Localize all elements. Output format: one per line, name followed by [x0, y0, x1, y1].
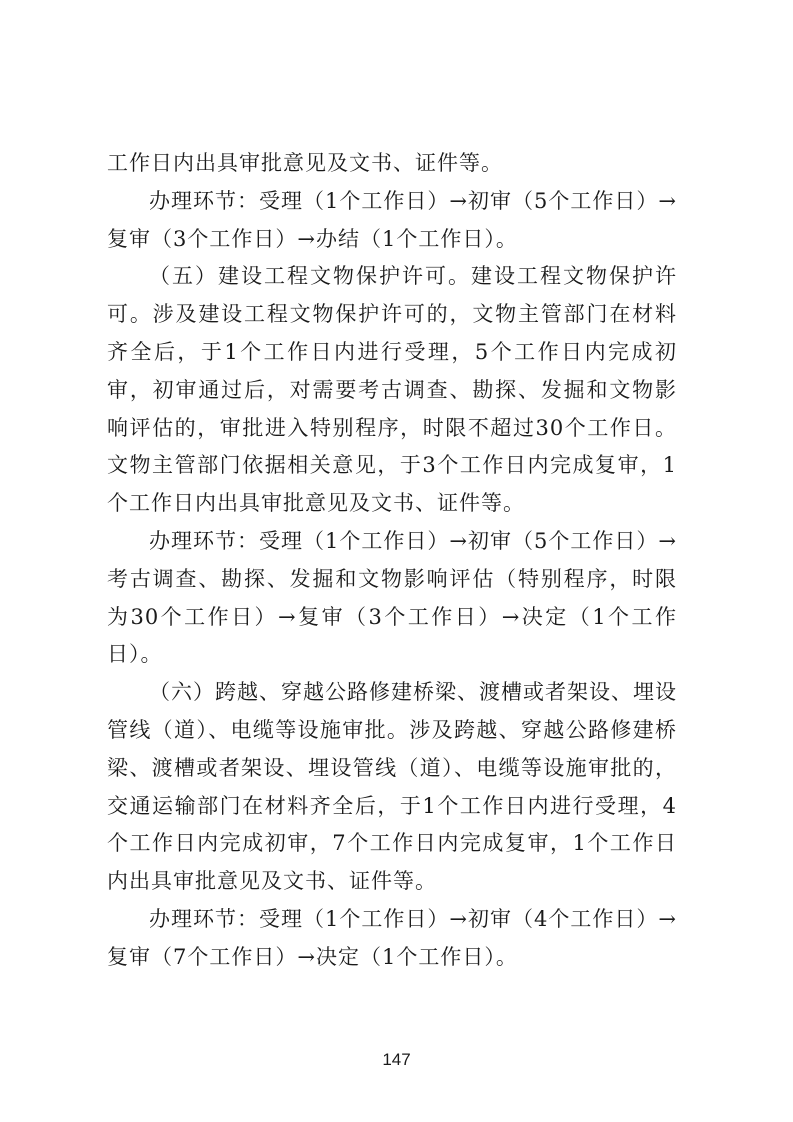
paragraph-section-5: （五）建设工程文物保护许可。建设工程文物保护许可。涉及建设工程文物保护许可的，文物主管部门在材料齐全后，于1个工作日内进行受理，5个工作日内完成初审，初审通过后，对需要考古调查、勘探、发掘和文物影响评估的，审批进入特别程序，时限不超过30个工作日。文物主管部门依据相关意见，于3个工作日内完成复审，1个工作日内出具审批意见及文书、证件等。: [107, 264, 677, 516]
paragraph-process-steps-6: 办理环节：受理（1个工作日）→初审（4个工作日）→复审（7个工作日）→决定（1个工作日）。: [107, 906, 677, 969]
paragraph-process-steps-5: 办理环节：受理（1个工作日）→初审（5个工作日）→考古调查、勘探、发掘和文物影响评估（特别程序，时限为30个工作日）→复审（3个工作日）→决定（1个工作日）。: [107, 528, 677, 667]
body-text: [107, 145, 677, 977]
paragraph-process-steps-4: 办理环节：受理（1个工作日）→初审（5个工作日）→复审（3个工作日）→办结（1个工作日）。: [107, 188, 677, 251]
paragraph-section-6: （六）跨越、穿越公路修建桥梁、渡槽或者架设、埋设管线（道）、电缆等设施审批。涉及跨越、穿越公路修建桥梁、渡槽或者架设、埋设管线（道）、电缆等设施审批的，交通运输部门在材料齐全后，于1个工作日内进行受理，4个工作日内完成初审，7个工作日内完成复审，1个工作日内出具审批意见及文书、证件等。: [107, 680, 677, 894]
paragraph-continuation: 工作日内出具审批意见及文书、证件等。: [107, 151, 503, 175]
page-number: 147: [382, 1050, 411, 1069]
